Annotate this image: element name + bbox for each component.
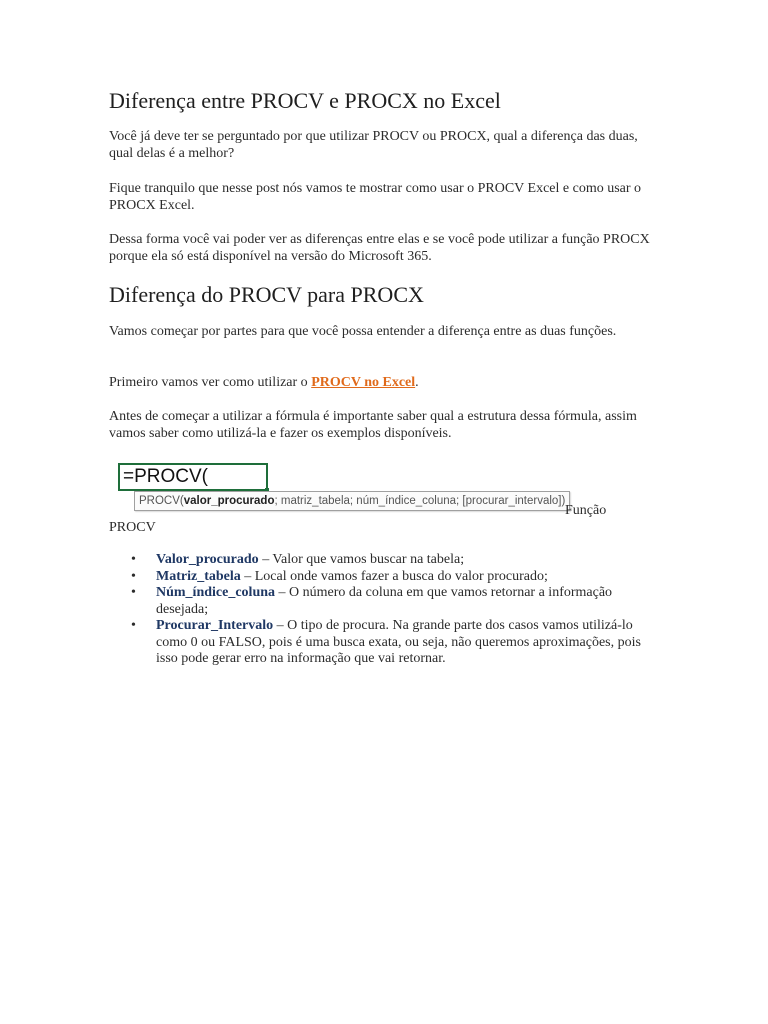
bullet-icon: • [131,585,136,600]
procv-excel-link[interactable]: PROCV no Excel [311,375,416,390]
intro-paragraph-3: Dessa forma você vai poder ver as diferenças entre elas e se você pode utilizar a função PROCX porque ela só está disponível na versão do Microsoft 365. [109,232,650,264]
parameter-list [109,552,649,668]
bullet-icon: • [131,552,136,567]
section-paragraph-1: Vamos começar por partes para que você possa entender a diferença entre as duas funções. [109,324,617,339]
page-title: Diferença entre PROCV e PROCX no Excel [109,88,501,113]
list-item [109,585,649,618]
bullet-icon: • [131,568,136,584]
list-item [109,618,649,668]
param-term: Valor_procurado [156,552,259,567]
param-term: Procurar_Intervalo [156,618,274,633]
param-description: – O tipo de procura. Na grande parte dos casos vamos utilizá-lo como 0 ou FALSO, pois é uma busca exata, ou seja, não queremos aproximações, pois isso pode gerar erro na informação que vai retornar. [156,618,641,666]
figure-caption-part-1: Função [565,503,607,518]
param-description: – Valor que vamos buscar na tabela; [258,552,465,567]
section-paragraph-2-suffix: . [415,375,419,390]
param-term: Matriz_tabela [156,568,241,584]
param-term: Núm_índice_coluna [156,585,276,600]
formula-tooltip [134,491,570,511]
intro-paragraph-2: Fique tranquilo que nesse post nós vamos te mostrar como usar o PROCV Excel e como usar o PROCX Excel. [109,181,642,213]
intro-paragraph-1: Você já deve ter se perguntado por que utilizar PROCV ou PROCX, qual a diferença das duas, qual delas é a melhor? [109,129,638,161]
tooltip-active-arg: valor_procurado [183,495,275,507]
tooltip-function: PROCV( [139,495,184,507]
section-paragraph-3: Antes de começar a utilizar a fórmula é importante saber qual a estrutura dessa fórmula, assim vamos saber como utilizá-la e fazer os exemplos disponíveis. [109,409,637,441]
figure-caption-part-2: PROCV [109,520,156,535]
param-description: – O número da coluna em que vamos retornar a informação desejada; [156,585,613,617]
section-paragraph-2-prefix: Primeiro vamos ver como utilizar o [109,375,312,390]
bullet-icon: • [131,618,136,633]
formula-text: =PROCV( [123,466,208,487]
param-description: – Local onde vamos fazer a busca do valor procurado; [240,568,548,584]
section-title: Diferença do PROCV para PROCX [109,282,424,307]
list-item [109,552,649,569]
section-paragraph-2 [109,374,664,391]
list-item [109,569,649,586]
tooltip-other-args: ; matriz_tabela; núm_índice_coluna; [procurar_intervalo]) [274,495,566,507]
formula-cell-image [118,463,268,491]
